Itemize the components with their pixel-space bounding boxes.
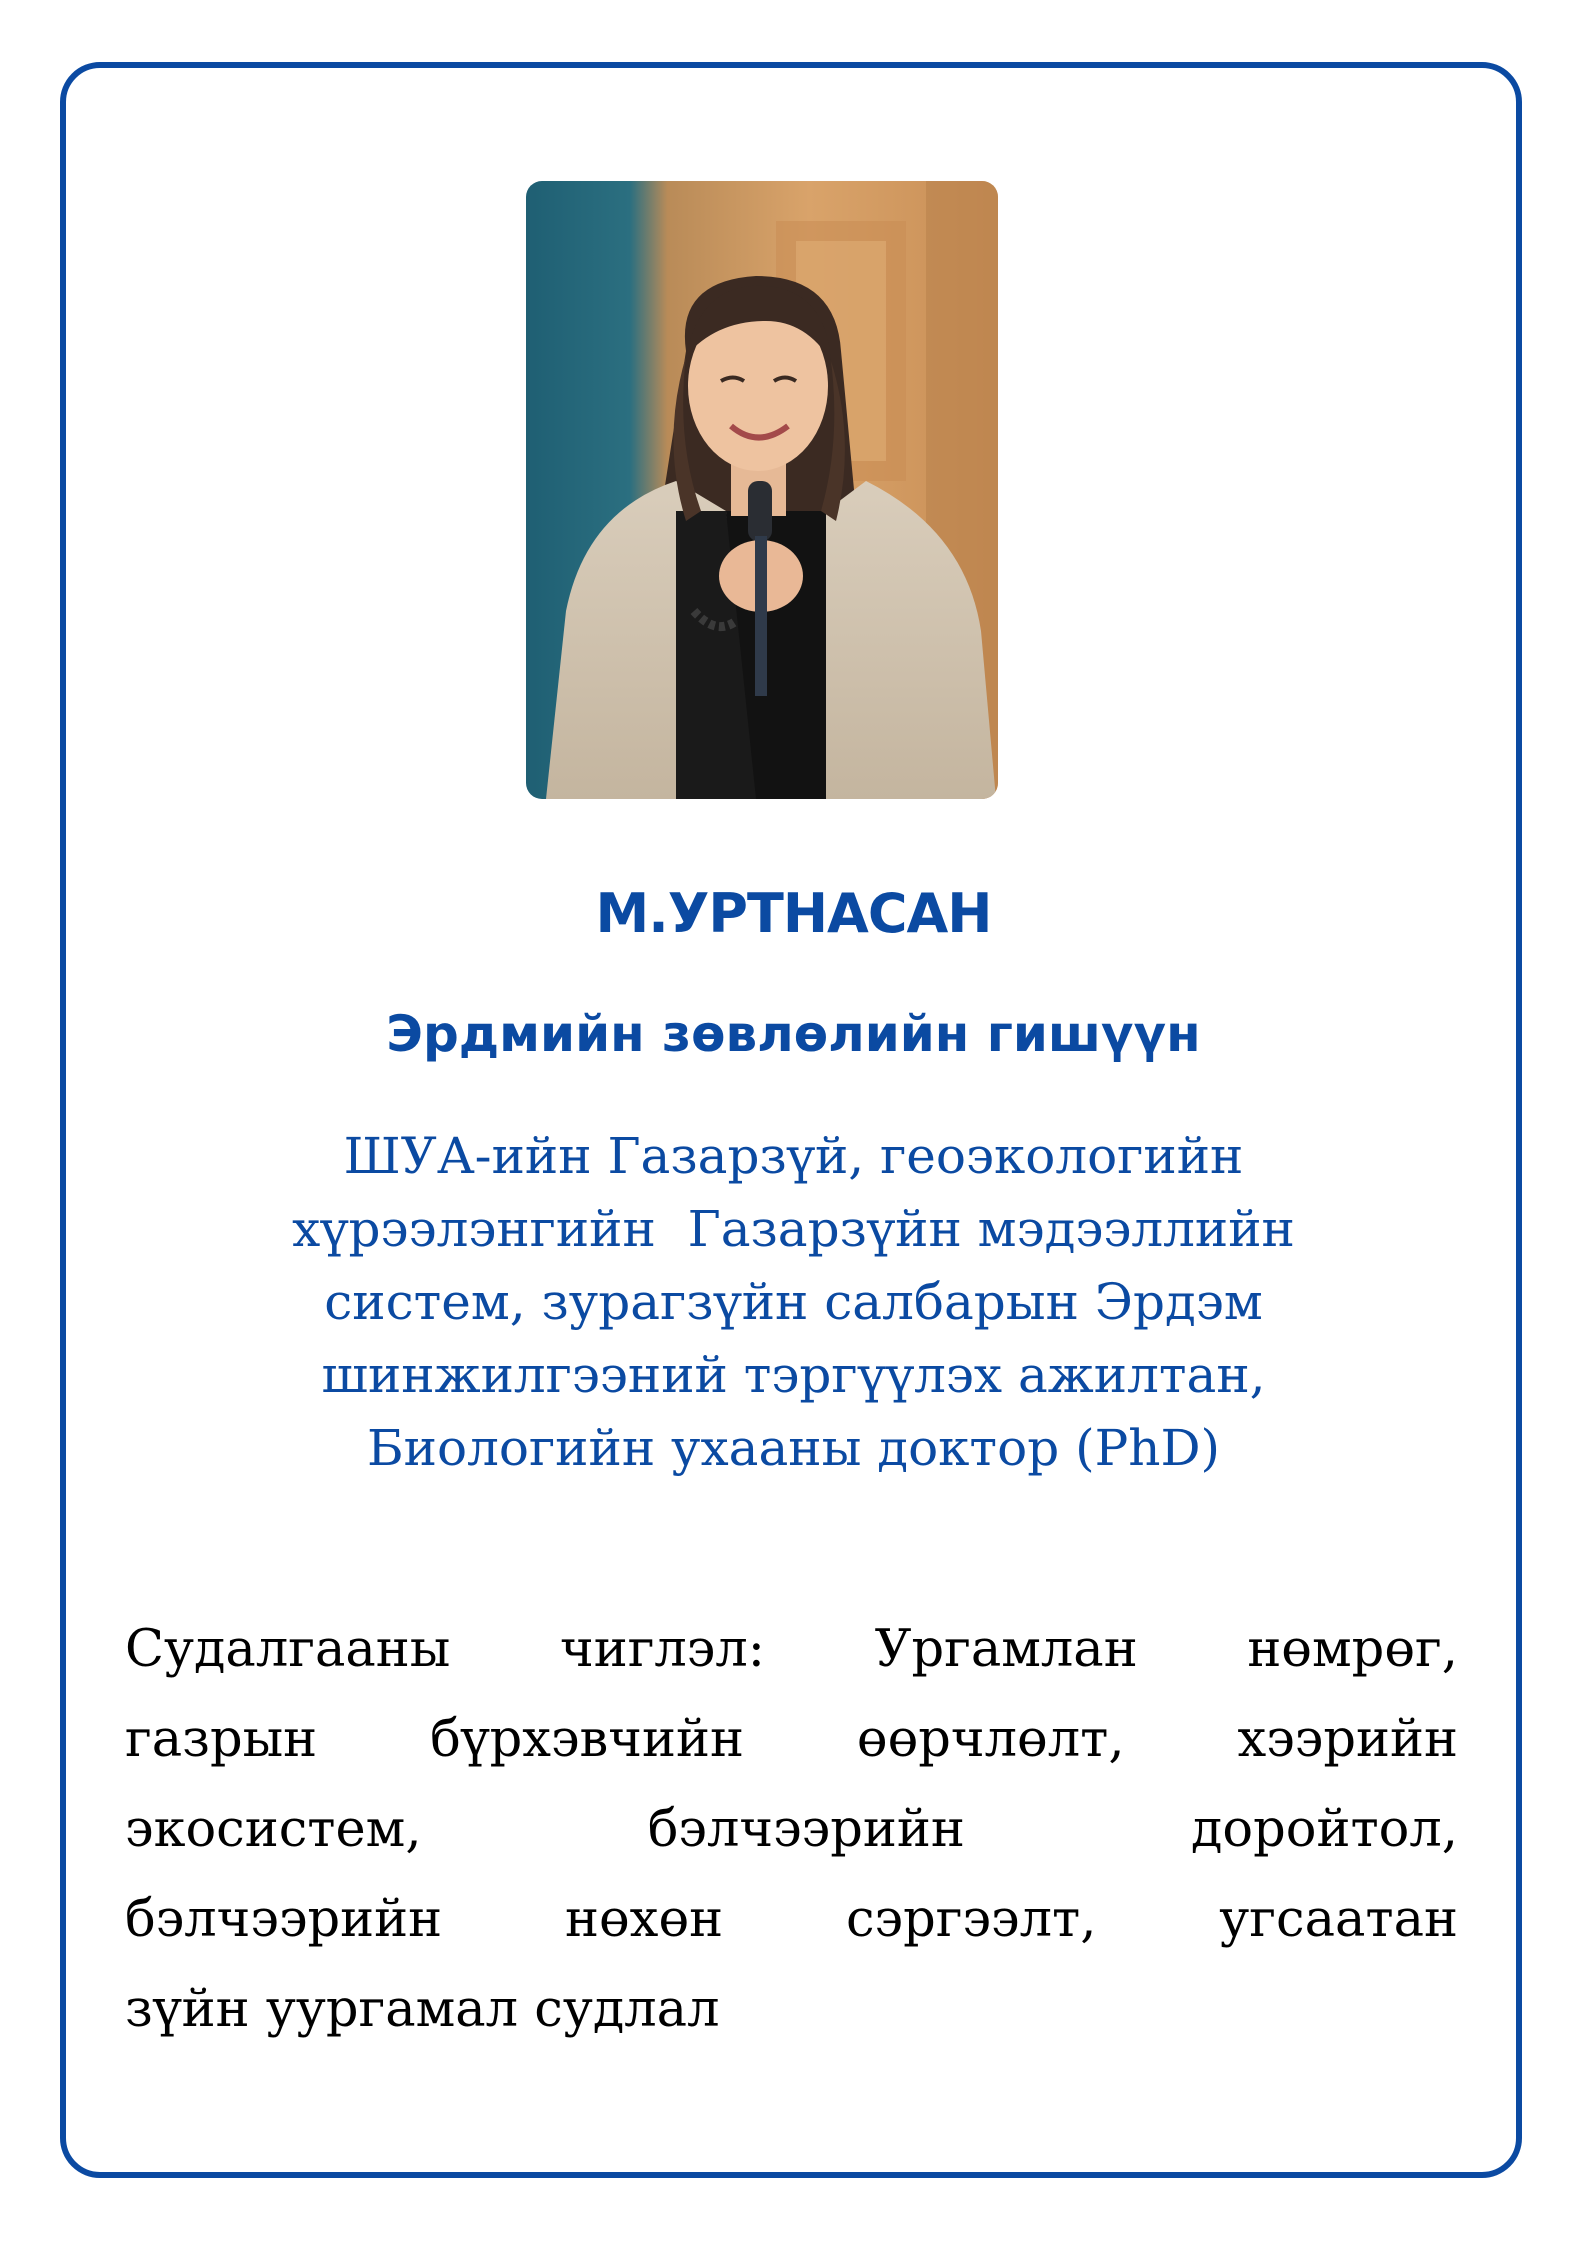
research-word: хээрийн — [1237, 1710, 1458, 1769]
research-word: Судалгааны — [125, 1620, 451, 1679]
affiliation-block — [160, 1120, 1427, 1485]
person-name: М.УРТНАСАН — [595, 882, 992, 945]
research-word: доройтол, — [1191, 1800, 1458, 1859]
research-word: угсаатан — [1219, 1890, 1458, 1949]
research-word: чиглэл: — [559, 1620, 765, 1679]
research-word: нөхөн — [564, 1890, 724, 1949]
research-line — [125, 1605, 1458, 1695]
affiliation-line: шинжилгээний тэргүүлэх ажилтан, — [321, 1346, 1266, 1404]
research-word: өөрчлөлт, — [856, 1710, 1125, 1769]
research-line — [125, 1875, 1458, 1965]
research-direction-paragraph — [125, 1605, 1458, 2055]
research-word: нөмрөг, — [1247, 1620, 1458, 1679]
research-word: бэлчээрийн — [647, 1800, 965, 1859]
portrait-image — [526, 181, 998, 799]
research-word: газрын — [125, 1710, 318, 1769]
person-role: Эрдмийн зөвлөлийн гишүүн — [386, 1005, 1201, 1063]
research-word: Ургамлан — [874, 1620, 1138, 1679]
profile-photo — [526, 181, 998, 799]
research-word: зүйн уургамал судлал — [125, 1980, 720, 2039]
research-line — [125, 1695, 1458, 1785]
research-word: экосистем, — [125, 1800, 422, 1859]
research-word: бүрхэвчийн — [430, 1710, 744, 1769]
affiliation-line: систем, зурагзүйн салбарын Эрдэм — [324, 1273, 1263, 1331]
affiliation-line: ШУА-ийн Газарзүй, геоэкологийн — [343, 1127, 1244, 1185]
research-word: бэлчээрийн — [125, 1890, 443, 1949]
affiliation-line: хүрээлэнгийн Газарзүйн мэдээллийн — [292, 1200, 1295, 1258]
research-line — [125, 1785, 1458, 1875]
research-word: сэргээлт, — [845, 1890, 1097, 1949]
research-line — [125, 1965, 1458, 2055]
affiliation-line: Биологийн ухааны доктор (PhD) — [366, 1419, 1221, 1477]
